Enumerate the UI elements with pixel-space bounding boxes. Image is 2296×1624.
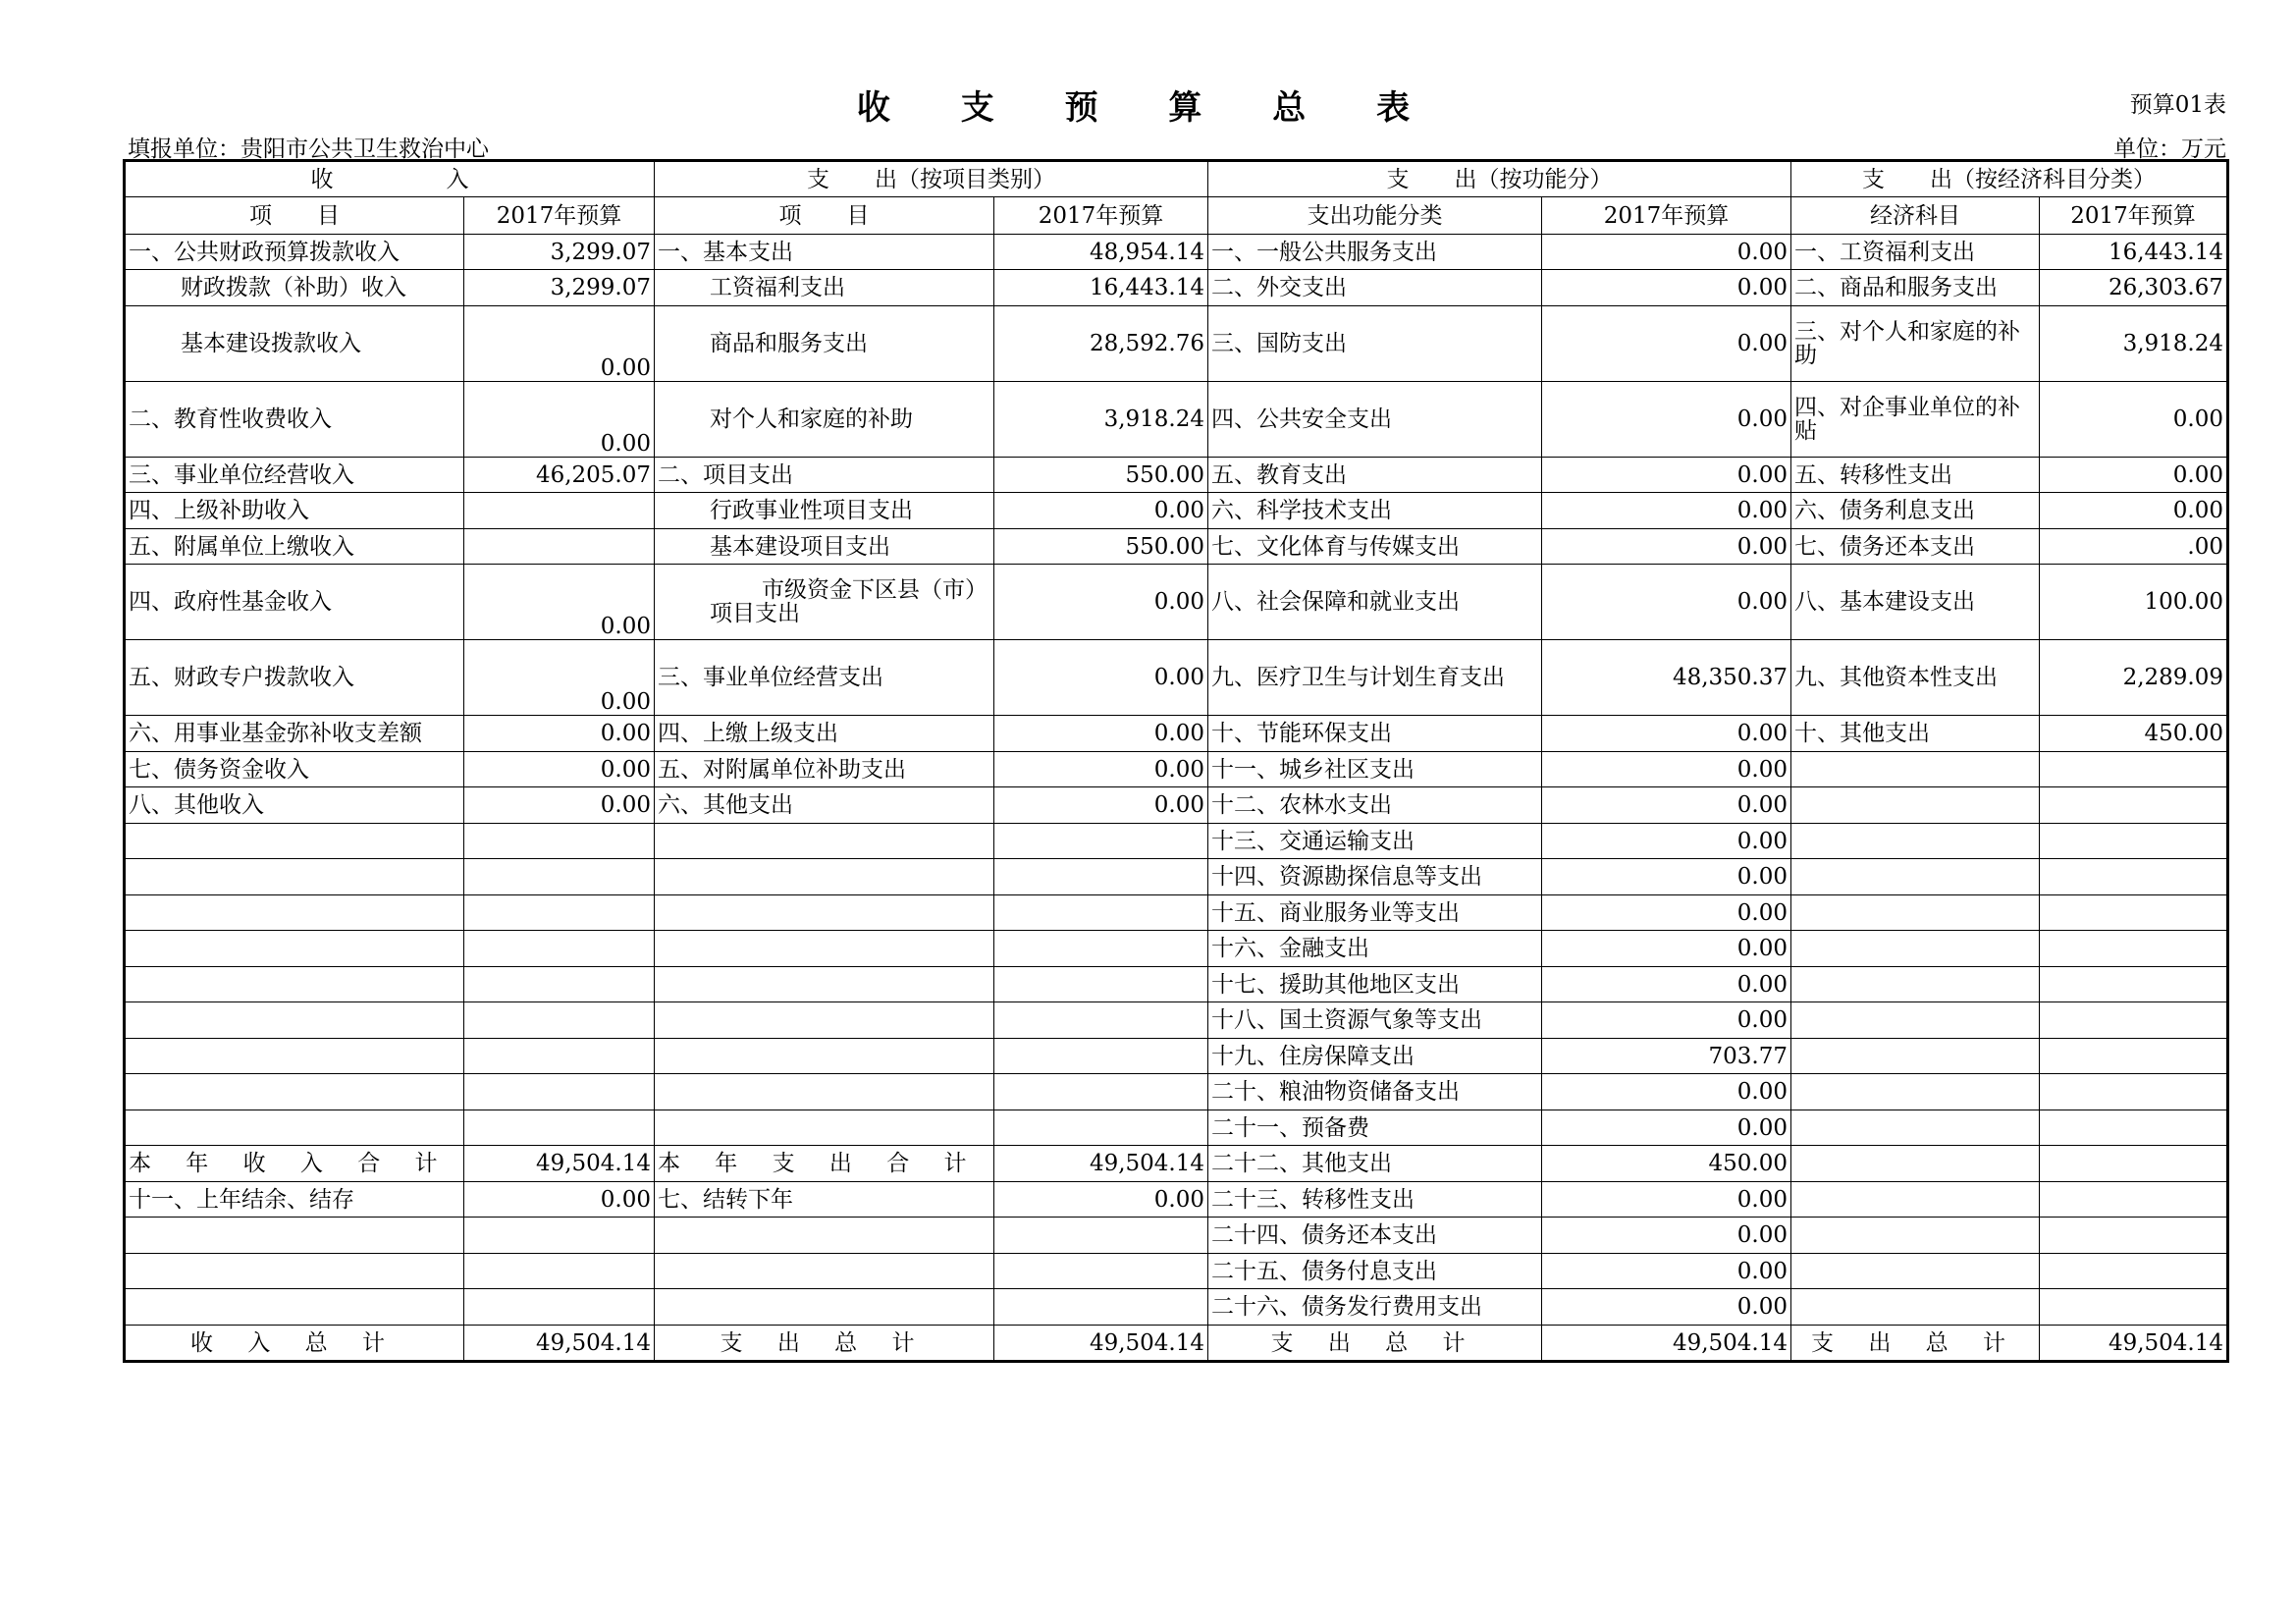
cell-g xyxy=(1791,1002,2040,1039)
cell-c xyxy=(655,1039,994,1074)
cell-a xyxy=(125,931,464,967)
cell-g: 四、对企事业单位的补贴 xyxy=(1791,382,2040,458)
cell-a: 三、事业单位经营收入 xyxy=(125,458,464,493)
cell-d xyxy=(994,931,1208,967)
cell-h: 0.00 xyxy=(2040,458,2228,493)
cell-e: 十、节能环保支出 xyxy=(1208,716,1542,752)
table-row xyxy=(125,565,2228,640)
cell-h xyxy=(2040,787,2228,824)
cell-b: 0.00 xyxy=(464,640,655,716)
cell-b xyxy=(464,493,655,529)
totals-row xyxy=(125,1326,2228,1362)
table-row xyxy=(125,1254,2228,1289)
cell-h: 100.00 xyxy=(2040,565,2228,640)
group-header-row xyxy=(125,161,2228,197)
table-row xyxy=(125,270,2228,306)
cell-d xyxy=(994,859,1208,895)
cell-d: 0.00 xyxy=(994,640,1208,716)
cell-h: 26,303.67 xyxy=(2040,270,2228,306)
cell-f: 703.77 xyxy=(1542,1039,1791,1074)
col-income-budget: 2017年预算 xyxy=(464,197,655,235)
cell-b xyxy=(464,931,655,967)
cell-a: 四、上级补助收入 xyxy=(125,493,464,529)
page-title: 收 支 预 算 总 表 xyxy=(856,88,1440,128)
group-exp-project: 支 出（按项目类别） xyxy=(655,161,1208,197)
cell-a xyxy=(125,895,464,931)
cell-e: 十六、金融支出 xyxy=(1208,931,1542,967)
cell-a: 七、债务资金收入 xyxy=(125,752,464,787)
cell-c xyxy=(655,1254,994,1289)
table-row xyxy=(125,967,2228,1002)
cell-g xyxy=(1791,859,2040,895)
cell-d: 0.00 xyxy=(994,1182,1208,1218)
cell-a: 本 年 收 入 合 计 xyxy=(125,1146,464,1182)
cell-a: 五、财政专户拨款收入 xyxy=(125,640,464,716)
cell-g xyxy=(1791,967,2040,1002)
group-exp-function: 支 出（按功能分） xyxy=(1208,161,1791,197)
col-economic-budget: 2017年预算 xyxy=(2040,197,2228,235)
cell-c: 三、事业单位经营支出 xyxy=(655,640,994,716)
cell-f: 0.00 xyxy=(1542,824,1791,859)
cell-g xyxy=(1791,1289,2040,1326)
cell-g xyxy=(1791,752,2040,787)
cell-g: 八、基本建设支出 xyxy=(1791,565,2040,640)
cell-d xyxy=(994,1110,1208,1146)
cell-b xyxy=(464,859,655,895)
cell-b xyxy=(464,529,655,565)
cell-b: 0.00 xyxy=(464,752,655,787)
cell-d: 0.00 xyxy=(994,493,1208,529)
cell-f: 0.00 xyxy=(1542,1110,1791,1146)
cell-d: 550.00 xyxy=(994,529,1208,565)
cell-f: 0.00 xyxy=(1542,752,1791,787)
cell-h xyxy=(2040,824,2228,859)
cell-b xyxy=(464,824,655,859)
cell-a xyxy=(125,1254,464,1289)
cell-e: 十九、住房保障支出 xyxy=(1208,1039,1542,1074)
cell-b: 3,299.07 xyxy=(464,270,655,306)
cell-c: 一、基本支出 xyxy=(655,235,994,270)
cell-e: 二十五、债务付息支出 xyxy=(1208,1254,1542,1289)
cell-a xyxy=(125,967,464,1002)
cell-e: 二十、粮油物资储备支出 xyxy=(1208,1074,1542,1110)
cell-b xyxy=(464,1254,655,1289)
cell-d xyxy=(994,1254,1208,1289)
cell-c xyxy=(655,1218,994,1254)
col-economic-item: 经济科目 xyxy=(1791,197,2040,235)
cell-b xyxy=(464,1074,655,1110)
cell-a xyxy=(125,824,464,859)
cell-a: 六、用事业基金弥补收支差额 xyxy=(125,716,464,752)
col-function-class: 支出功能分类 xyxy=(1208,197,1542,235)
cell-b: 49,504.14 xyxy=(464,1146,655,1182)
cell-h xyxy=(2040,931,2228,967)
cell-a xyxy=(125,1289,464,1326)
cell-f: 0.00 xyxy=(1542,931,1791,967)
cell-f: 450.00 xyxy=(1542,1146,1791,1182)
cell-d xyxy=(994,1074,1208,1110)
currency-unit: 单位：万元 xyxy=(2113,136,2226,162)
cell-g xyxy=(1791,1110,2040,1146)
cell-h: 16,443.14 xyxy=(2040,235,2228,270)
cell-g xyxy=(1791,1039,2040,1074)
income-total-value: 49,504.14 xyxy=(464,1326,655,1362)
table-row xyxy=(125,895,2228,931)
table-row xyxy=(125,1218,2228,1254)
cell-a xyxy=(125,1110,464,1146)
cell-h: 3,918.24 xyxy=(2040,306,2228,382)
cell-h xyxy=(2040,1074,2228,1110)
cell-d: 49,504.14 xyxy=(994,1146,1208,1182)
cell-f: 0.00 xyxy=(1542,716,1791,752)
cell-f: 0.00 xyxy=(1542,1182,1791,1218)
cell-f: 0.00 xyxy=(1542,493,1791,529)
table-row xyxy=(125,1289,2228,1326)
cell-c: 七、结转下年 xyxy=(655,1182,994,1218)
cell-g: 一、工资福利支出 xyxy=(1791,235,2040,270)
cell-b: 0.00 xyxy=(464,787,655,824)
cell-e: 二、外交支出 xyxy=(1208,270,1542,306)
cell-c: 四、上缴上级支出 xyxy=(655,716,994,752)
cell-e: 一、一般公共服务支出 xyxy=(1208,235,1542,270)
table-row xyxy=(125,716,2228,752)
form-number: 预算01表 xyxy=(2129,92,2226,118)
table-row xyxy=(125,382,2228,458)
cell-d xyxy=(994,1002,1208,1039)
cell-c: 二、项目支出 xyxy=(655,458,994,493)
cell-b: 46,205.07 xyxy=(464,458,655,493)
cell-g xyxy=(1791,1146,2040,1182)
cell-a xyxy=(125,1039,464,1074)
cell-e: 十八、国土资源气象等支出 xyxy=(1208,1002,1542,1039)
cell-g: 五、转移性支出 xyxy=(1791,458,2040,493)
cell-d: 28,592.76 xyxy=(994,306,1208,382)
cell-b xyxy=(464,1002,655,1039)
cell-e: 四、公共安全支出 xyxy=(1208,382,1542,458)
cell-h: 2,289.09 xyxy=(2040,640,2228,716)
budget-table xyxy=(123,159,2229,1363)
cell-d: 0.00 xyxy=(994,752,1208,787)
group-exp-economic: 支 出（按经济科目分类） xyxy=(1791,161,2228,197)
cell-c: 本 年 支 出 合 计 xyxy=(655,1146,994,1182)
cell-g xyxy=(1791,931,2040,967)
cell-f: 0.00 xyxy=(1542,270,1791,306)
cell-e: 十一、城乡社区支出 xyxy=(1208,752,1542,787)
cell-c xyxy=(655,1074,994,1110)
cell-f: 0.00 xyxy=(1542,1002,1791,1039)
cell-g xyxy=(1791,787,2040,824)
cell-b: 0.00 xyxy=(464,382,655,458)
cell-a: 一、公共财政预算拨款收入 xyxy=(125,235,464,270)
cell-f: 48,350.37 xyxy=(1542,640,1791,716)
cell-a: 八、其他收入 xyxy=(125,787,464,824)
cell-d: 0.00 xyxy=(994,716,1208,752)
cell-a: 二、教育性收费收入 xyxy=(125,382,464,458)
exp-economic-total-value: 49,504.14 xyxy=(2040,1326,2228,1362)
cell-c: 基本建设项目支出 xyxy=(655,529,994,565)
cell-a: 基本建设拨款收入 xyxy=(125,306,464,382)
cell-e: 二十二、其他支出 xyxy=(1208,1146,1542,1182)
cell-c xyxy=(655,859,994,895)
table-row xyxy=(125,458,2228,493)
cell-e: 三、国防支出 xyxy=(1208,306,1542,382)
cell-b xyxy=(464,1218,655,1254)
cell-h xyxy=(2040,1218,2228,1254)
table-row xyxy=(125,1039,2228,1074)
table-row xyxy=(125,493,2228,529)
cell-h xyxy=(2040,1110,2228,1146)
cell-e: 二十一、预备费 xyxy=(1208,1110,1542,1146)
cell-b: 0.00 xyxy=(464,306,655,382)
table-row xyxy=(125,235,2228,270)
table-row xyxy=(125,859,2228,895)
table-row xyxy=(125,1146,2228,1182)
cell-g xyxy=(1791,1074,2040,1110)
cell-e: 十四、资源勘探信息等支出 xyxy=(1208,859,1542,895)
table-row xyxy=(125,1074,2228,1110)
cell-c: 五、对附属单位补助支出 xyxy=(655,752,994,787)
cell-a: 四、政府性基金收入 xyxy=(125,565,464,640)
cell-b xyxy=(464,895,655,931)
cell-d: 48,954.14 xyxy=(994,235,1208,270)
cell-g xyxy=(1791,1218,2040,1254)
cell-c: 市级资金下区县（市）项目支出 xyxy=(655,565,994,640)
cell-f: 0.00 xyxy=(1542,565,1791,640)
group-income: 收 入 xyxy=(125,161,655,197)
cell-h: 0.00 xyxy=(2040,493,2228,529)
exp-project-total-value: 49,504.14 xyxy=(994,1326,1208,1362)
cell-f: 0.00 xyxy=(1542,458,1791,493)
cell-g xyxy=(1791,1254,2040,1289)
cell-h: .00 xyxy=(2040,529,2228,565)
cell-f: 0.00 xyxy=(1542,967,1791,1002)
cell-g xyxy=(1791,824,2040,859)
exp-project-total-label: 支 出 总 计 xyxy=(655,1326,994,1362)
cell-e: 九、医疗卫生与计划生育支出 xyxy=(1208,640,1542,716)
col-income-item: 项 目 xyxy=(125,197,464,235)
table-row xyxy=(125,306,2228,382)
cell-d xyxy=(994,1289,1208,1326)
cell-a: 财政拨款（补助）收入 xyxy=(125,270,464,306)
table-row xyxy=(125,787,2228,824)
cell-b: 0.00 xyxy=(464,565,655,640)
cell-e: 二十六、债务发行费用支出 xyxy=(1208,1289,1542,1326)
cell-e: 八、社会保障和就业支出 xyxy=(1208,565,1542,640)
cell-e: 七、文化体育与传媒支出 xyxy=(1208,529,1542,565)
cell-h xyxy=(2040,859,2228,895)
cell-d: 0.00 xyxy=(994,565,1208,640)
cell-d xyxy=(994,824,1208,859)
cell-h xyxy=(2040,1254,2228,1289)
table-row xyxy=(125,529,2228,565)
cell-h xyxy=(2040,895,2228,931)
cell-d: 0.00 xyxy=(994,787,1208,824)
reporting-unit: 填报单位：贵阳市公共卫生救治中心 xyxy=(128,136,489,162)
column-header-row xyxy=(125,197,2228,235)
col-project-budget: 2017年预算 xyxy=(994,197,1208,235)
cell-c xyxy=(655,931,994,967)
cell-e: 二十四、债务还本支出 xyxy=(1208,1218,1542,1254)
cell-f: 0.00 xyxy=(1542,1218,1791,1254)
cell-c xyxy=(655,967,994,1002)
cell-c: 工资福利支出 xyxy=(655,270,994,306)
table-row xyxy=(125,1182,2228,1218)
cell-a: 五、附属单位上缴收入 xyxy=(125,529,464,565)
table-row xyxy=(125,640,2228,716)
cell-g: 二、商品和服务支出 xyxy=(1791,270,2040,306)
cell-f: 0.00 xyxy=(1542,306,1791,382)
cell-e: 六、科学技术支出 xyxy=(1208,493,1542,529)
cell-g xyxy=(1791,1182,2040,1218)
cell-h: 0.00 xyxy=(2040,382,2228,458)
cell-c: 对个人和家庭的补助 xyxy=(655,382,994,458)
cell-d: 16,443.14 xyxy=(994,270,1208,306)
cell-f: 0.00 xyxy=(1542,235,1791,270)
cell-c xyxy=(655,1002,994,1039)
cell-e: 二十三、转移性支出 xyxy=(1208,1182,1542,1218)
cell-e: 十七、援助其他地区支出 xyxy=(1208,967,1542,1002)
cell-a: 十一、上年结余、结存 xyxy=(125,1182,464,1218)
cell-h xyxy=(2040,1146,2228,1182)
cell-g: 七、债务还本支出 xyxy=(1791,529,2040,565)
cell-d: 3,918.24 xyxy=(994,382,1208,458)
cell-g: 九、其他资本性支出 xyxy=(1791,640,2040,716)
cell-b: 3,299.07 xyxy=(464,235,655,270)
cell-h xyxy=(2040,1182,2228,1218)
cell-c xyxy=(655,1110,994,1146)
cell-c xyxy=(655,895,994,931)
cell-b xyxy=(464,1289,655,1326)
col-project-item: 项 目 xyxy=(655,197,994,235)
cell-b xyxy=(464,1039,655,1074)
cell-b: 0.00 xyxy=(464,1182,655,1218)
cell-f: 0.00 xyxy=(1542,859,1791,895)
exp-function-total-label: 支 出 总 计 xyxy=(1208,1326,1542,1362)
cell-c xyxy=(655,1289,994,1326)
exp-economic-total-label: 支 出 总 计 xyxy=(1791,1326,2040,1362)
cell-c: 行政事业性项目支出 xyxy=(655,493,994,529)
cell-e: 十三、交通运输支出 xyxy=(1208,824,1542,859)
cell-h: 450.00 xyxy=(2040,716,2228,752)
cell-a xyxy=(125,1002,464,1039)
table-row xyxy=(125,931,2228,967)
cell-a xyxy=(125,859,464,895)
cell-d xyxy=(994,1039,1208,1074)
income-total-label: 收 入 总 计 xyxy=(125,1326,464,1362)
cell-a xyxy=(125,1074,464,1110)
cell-h xyxy=(2040,1039,2228,1074)
col-function-budget: 2017年预算 xyxy=(1542,197,1791,235)
cell-f: 0.00 xyxy=(1542,1289,1791,1326)
exp-function-total-value: 49,504.14 xyxy=(1542,1326,1791,1362)
cell-b: 0.00 xyxy=(464,716,655,752)
cell-b xyxy=(464,967,655,1002)
cell-e: 十二、农林水支出 xyxy=(1208,787,1542,824)
cell-g: 六、债务利息支出 xyxy=(1791,493,2040,529)
cell-f: 0.00 xyxy=(1542,1254,1791,1289)
cell-a xyxy=(125,1218,464,1254)
cell-g xyxy=(1791,895,2040,931)
cell-g: 三、对个人和家庭的补助 xyxy=(1791,306,2040,382)
cell-d: 550.00 xyxy=(994,458,1208,493)
cell-d xyxy=(994,895,1208,931)
cell-c: 商品和服务支出 xyxy=(655,306,994,382)
cell-c: 六、其他支出 xyxy=(655,787,994,824)
cell-f: 0.00 xyxy=(1542,382,1791,458)
cell-h xyxy=(2040,1002,2228,1039)
table-row xyxy=(125,752,2228,787)
cell-f: 0.00 xyxy=(1542,895,1791,931)
cell-b xyxy=(464,1110,655,1146)
cell-e: 五、教育支出 xyxy=(1208,458,1542,493)
cell-h xyxy=(2040,967,2228,1002)
cell-h xyxy=(2040,1289,2228,1326)
table-row xyxy=(125,1002,2228,1039)
cell-f: 0.00 xyxy=(1542,1074,1791,1110)
table-row xyxy=(125,824,2228,859)
cell-d xyxy=(994,967,1208,1002)
cell-h xyxy=(2040,752,2228,787)
cell-d xyxy=(994,1218,1208,1254)
cell-g: 十、其他支出 xyxy=(1791,716,2040,752)
cell-e: 十五、商业服务业等支出 xyxy=(1208,895,1542,931)
cell-c xyxy=(655,824,994,859)
cell-f: 0.00 xyxy=(1542,787,1791,824)
table-row xyxy=(125,1110,2228,1146)
cell-f: 0.00 xyxy=(1542,529,1791,565)
